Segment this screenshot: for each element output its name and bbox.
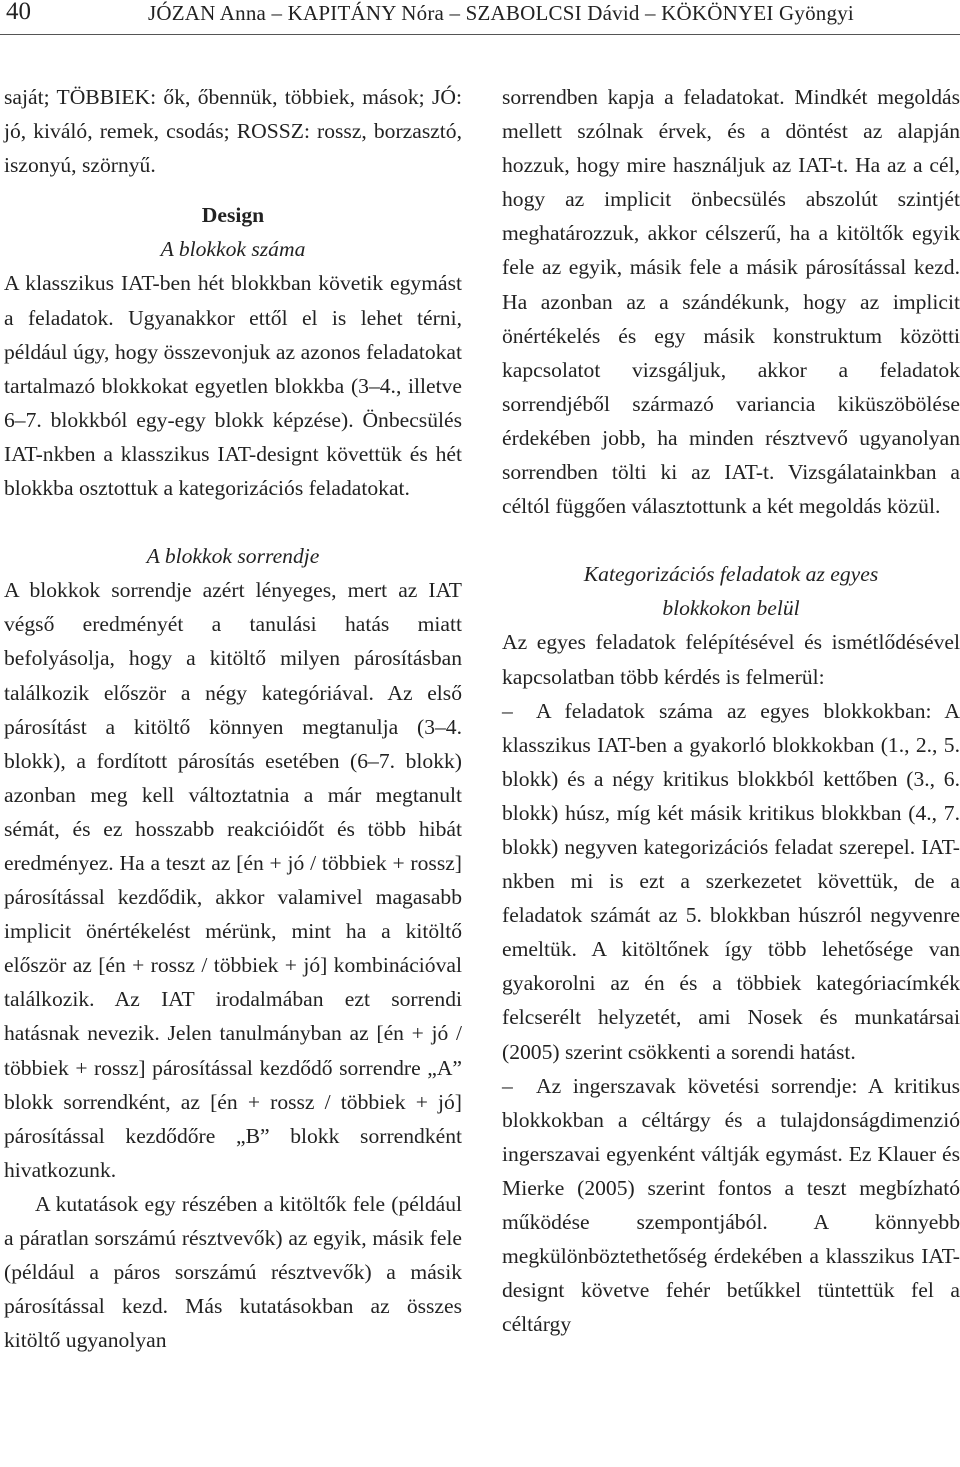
categorization-heading-line2: blokkokon belül bbox=[662, 596, 800, 621]
categorization-paragraph: Az egyes feladatok felépítésével és ismétlődésével kapcsolatban több kérdés is felmerül: bbox=[502, 630, 960, 689]
categorization-heading bbox=[502, 557, 960, 625]
list-item-task-count bbox=[502, 694, 960, 1069]
continued-paragraph: sorrendben kapja a feladatokat. Mindkét megoldás mellett szólnak érvek, és a döntést az alapján hozzuk, hogy mire használjuk az IAT-t. Ha az a cél, hogy az implicit önbecsülés abszolút szintjét meghatározzuk, akkor célszerű, ha a kitöltők egyik fele az egyik, másik fele a másik párosítással kezd. Ha azonban az a szándékunk, hogy az implicit önértékelés és egy másik konstruktum közötti kapcsolatot vizsgáljuk, akkor a feladatok sorrendjéből származó variancia kiküszöbölése érdekében jobb, ha minden résztvevő ugyanolyan sorrendben tölti ki az IAT-t. Vizsgálatainkban a céltól függően választottunk a két megoldás közül. bbox=[502, 85, 960, 519]
blocks-order-paragraph-1: A blokkok sorrendje azért lényeges, mert az IAT végső eredményét a tanulási hatás miatt befolyásolja, hogy a kitöltő milyen párosításban találkozik először a négy kategóriával. Az első párosítást a kitöltő könnyen megtanulja (3–4. blokk), a fordított párosítás esetében (6–7. blokk) azonban meg kell változtatnia a már megtanult sémát, és ez hosszabb reakcióidőt és több hibát eredményez. Ha a teszt az [én + jó / többiek + rossz] párosítással kezdődik, akkor valamivel magasabb implicit önértékelést mérünk, mint ha a kitöltő először az [én + rossz / többiek + jó] kombinációval találkozik. Az IAT irodalmában ezt sorrendi hatásnak nevezik. Jelen tanulmányban az [én + jó / többiek + rossz] párosítással kezdődő sorrendre „A” blokk sorrendként, az [én + rossz / többiek + jó] párosítással kezdődőre „B” blokk sorrendként hivatkozunk. bbox=[4, 578, 462, 1182]
blocks-order-paragraph-2: A kutatások egy részében a kitöltők fele (például a páratlan sorszámú résztvevők) az egyik, másik fele (például a páros sorszámú résztvevők) a másik párosítással kezd. Más kutatásokban az összes kitöltő ugyanolyan bbox=[4, 1191, 462, 1353]
blocks-order-heading: A blokkok sorrendje bbox=[146, 544, 320, 569]
dash-marker: – bbox=[502, 698, 513, 723]
left-column bbox=[4, 80, 462, 1357]
list-item-stimulus-order bbox=[502, 1069, 960, 1342]
header-rule bbox=[0, 34, 960, 35]
intro-paragraph: saját; TÖBBIEK: ők, őbennük, többiek, mások; JÓ: jó, kiváló, remek, csodás; ROSSZ: rossz, borzasztó, iszonyú, szörnyű. bbox=[4, 85, 462, 178]
list-item-text: Az ingerszavak követési sorrendje: A kritikus blokkokban a céltárgy és a tulajdonságdimenzió ingerszavai egyenként váltják egymást. Ez Klauer és Mierke (2005) szerint fontos a teszt megbízható működése szempontjából. A könnyebb megkülönböztethetőség érdekében a klasszikus IAT-designt követve fehér betűkkel tüntettük fel a céltárgy bbox=[502, 1073, 960, 1337]
categorization-heading-line1: Kategorizációs feladatok az egyes bbox=[583, 562, 879, 587]
page-header bbox=[0, 0, 960, 36]
page-number: 40 bbox=[6, 0, 31, 25]
blocks-count-heading: A blokkok száma bbox=[160, 237, 306, 262]
blocks-count-paragraph: A klasszikus IAT-ben hét blokkban követik egymást a feladatok. Ugyanakkor ettől el is lehet térni, például úgy, hogy összevonjuk az azonos feladatokat tartalmazó blokkokat egyetlen blokkba (3–4., illetve 6–7. blokkból egy-egy blokk képzése). Önbecsülés IAT-nkben a klasszikus IAT-designt követtük és hét blokkba osztottuk a kategorizációs feladatokat. bbox=[4, 271, 462, 501]
right-column bbox=[502, 80, 960, 1341]
design-heading: Design bbox=[201, 203, 265, 228]
running-head-authors: JÓZAN Anna – KAPITÁNY Nóra – SZABOLCSI Dávid – KÖKÖNYEI Gyöngyi bbox=[148, 1, 854, 25]
dash-marker: – bbox=[502, 1073, 513, 1098]
list-item-text: A feladatok száma az egyes blokkokban: A klasszikus IAT-ben a gyakorló blokkokban (1., 2., 5. blokk) és a négy kritikus blokkból kettőben (3., 6. blokk) húsz, míg két másik kritikus blokkban (4., 7. blokk) negyven kategorizációs feladat szerepel. IAT-nkben mi is ezt a szerkezetet követtük, de a feladatok számát az 5. blokkban húszról negyvenre emeltük. A kitöltőnek így több lehetősége van gyakorolni az én és a többiek kategóriacímkék felcserélt helyzetét, ami Nosek és munkatársai (2005) szerint csökkenti a sorendi hatást. bbox=[502, 698, 960, 1064]
